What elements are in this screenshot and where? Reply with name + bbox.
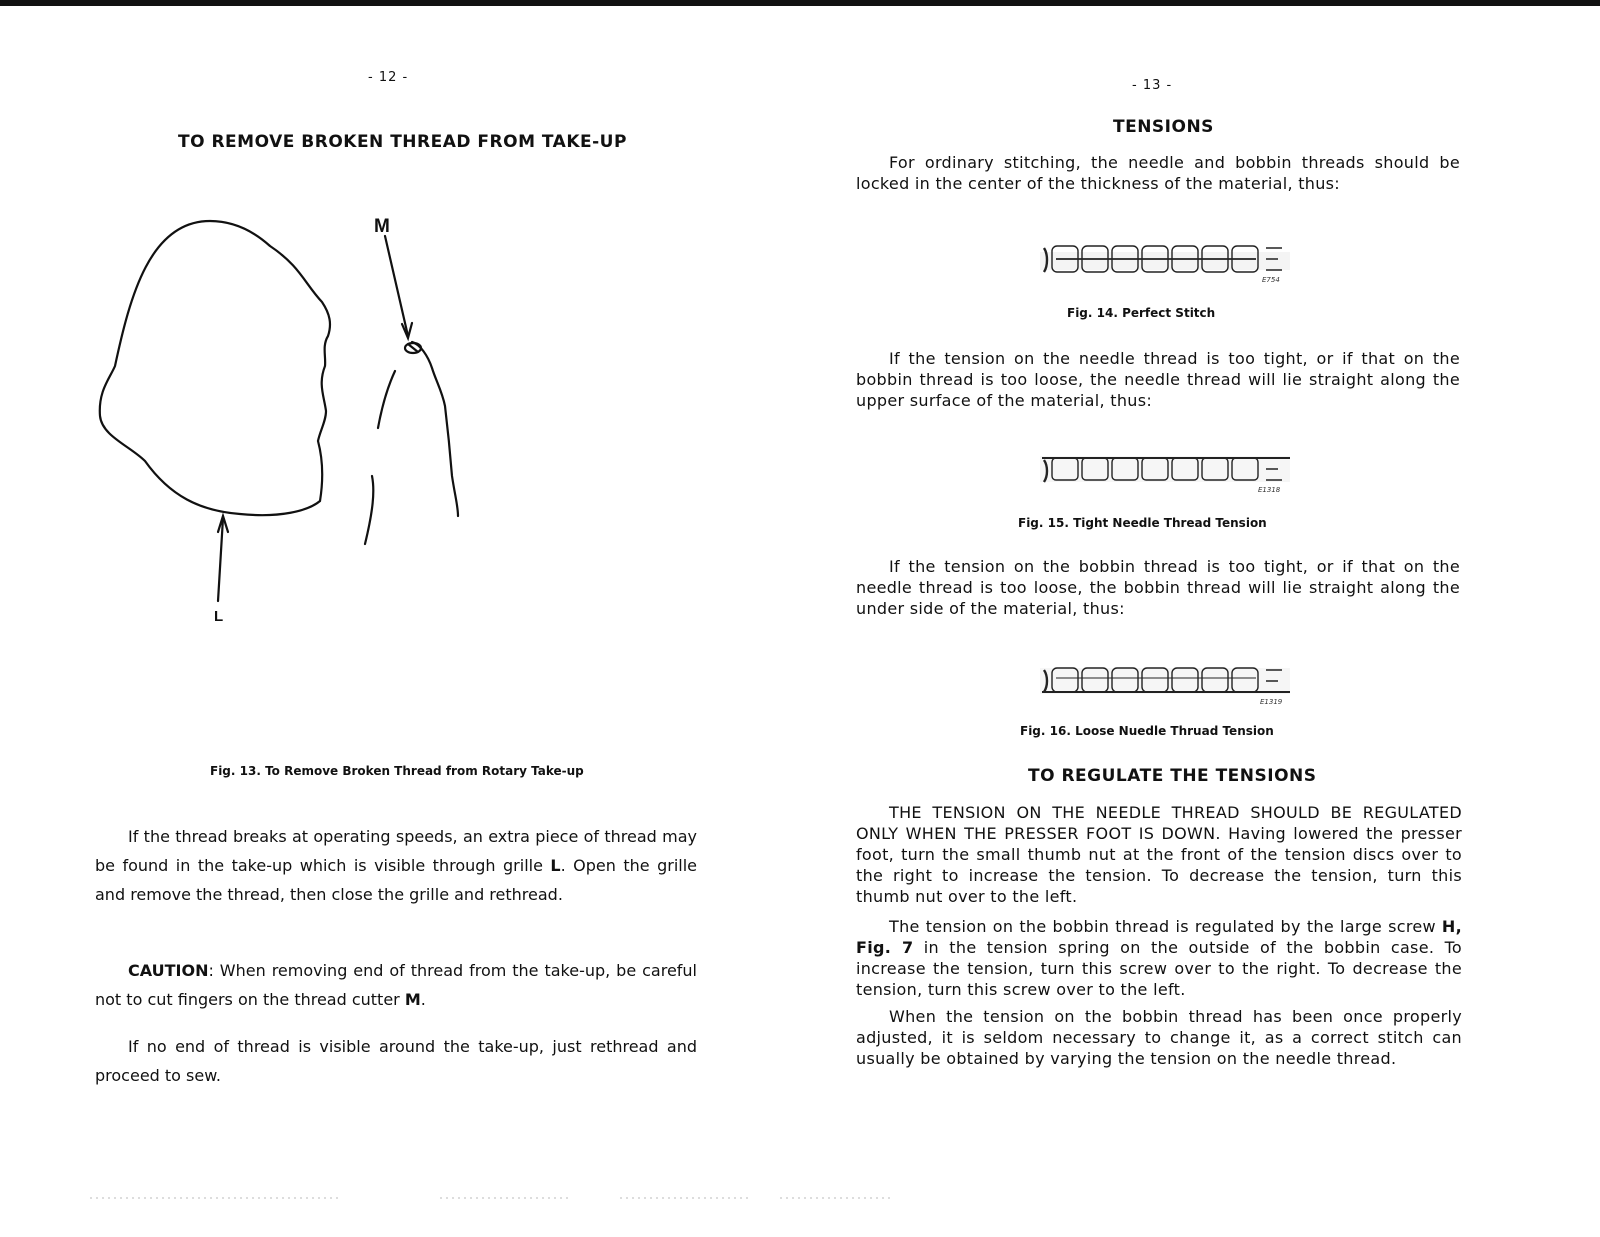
take-up-outline xyxy=(100,221,330,515)
figure-16-code: E1319 xyxy=(1260,698,1283,706)
figure-13-take-up-illustration xyxy=(90,206,510,746)
figure-13-caption: Fig. 13. To Remove Broken Thread from Rotary Take-up xyxy=(210,764,584,778)
figure-15-tight-needle-tension xyxy=(1038,446,1300,494)
figure-14-caption: Fig. 14. Perfect Stitch xyxy=(1067,306,1216,320)
label-m: M xyxy=(374,216,390,237)
paragraph-adjusted-once: When the tension on the bobbin thread has been once properly adjusted, it is seldom necessary to change it, as a correct stitch can usually be obtained by varying the tension on the needle thread. xyxy=(856,1007,1462,1068)
page-number: - 12 - xyxy=(368,70,409,85)
scan-specks xyxy=(90,1194,920,1202)
paragraph-loose-tension: If the tension on the bobbin thread is too tight, or if that on the needle thread is too loose, the bobbin thread will lie straight along the under side of the material, thus: xyxy=(856,557,1460,618)
label-l: L xyxy=(214,608,224,625)
figure-14-code: E754 xyxy=(1262,276,1280,284)
paragraph-tight-tension: If the tension on the needle thread is too tight, or if that on the bobbin thread is too loose, the needle thread will lie straight along the upper surface of the material, thus: xyxy=(856,349,1460,410)
paragraph-caution: CAUTION: When removing end of thread from the take-up, be careful not to cut fingers on the thread cutter M. xyxy=(95,961,697,1009)
paragraph-regulate-needle: THE TENSION ON THE NEEDLE THREAD SHOULD BE REGULATED ONLY WHEN THE PRESSER FOOT IS DOWN. Having lowered the presser foot, turn the small thumb nut at the front of the tension discs over to the right to increase the tension. To decrease the tension, turn this thumb nut over to the left. xyxy=(856,803,1462,906)
figure-16-loose-needle-tension xyxy=(1038,658,1300,706)
paragraph-no-end-thread: If no end of thread is visible around the take-up, just rethread and proceed to sew. xyxy=(95,1037,697,1085)
tensions-heading: TENSIONS xyxy=(1113,117,1214,137)
figure-14-perfect-stitch xyxy=(1038,236,1300,284)
paragraph-regulate-bobbin: The tension on the bobbin thread is regulated by the large screw H, Fig. 7 in the tension spring on the outside of the bobbin case. To increase the tension, turn this screw over to the right. To decrease the tension, turn this screw over to the left. xyxy=(856,917,1463,999)
figure-15-code: E1318 xyxy=(1258,486,1281,494)
paragraph-ordinary-stitching: For ordinary stitching, the needle and bobbin threads should be locked in the center of the thickness of the material, thus: xyxy=(856,153,1460,193)
right-page xyxy=(790,6,1600,1237)
page-number: - 13 - xyxy=(1132,78,1173,93)
pointer-m-line xyxy=(385,236,408,336)
left-page xyxy=(0,6,790,1237)
regulate-tensions-heading: TO REGULATE THE TENSIONS xyxy=(1028,766,1317,786)
figure-16-caption: Fig. 16. Loose Nuedle Thruad Tension xyxy=(1020,724,1274,738)
figure-15-caption: Fig. 15. Tight Needle Thread Tension xyxy=(1018,516,1267,530)
section-heading: TO REMOVE BROKEN THREAD FROM TAKE-UP xyxy=(178,132,627,152)
paragraph-thread-breaks: If the thread breaks at operating speeds, an extra piece of thread may be found in the take-up which is visible through grille L. Open the grille and remove the thread, then close the grille and rethread. xyxy=(95,827,698,904)
